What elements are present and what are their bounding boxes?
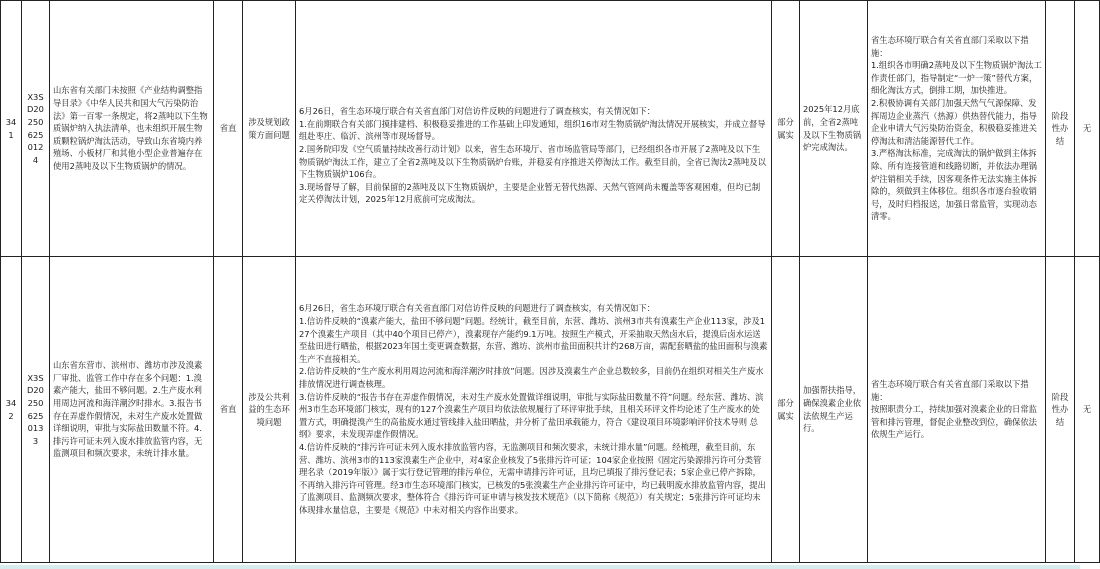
case-id-cell[interactable]: X3SD20250625013 3: [22, 257, 50, 563]
table-row: [1, 1, 1100, 257]
complaint-content-cell[interactable]: 山东省东营市、滨州市、潍坊市涉及溴素厂审批、监管工作中存在多个问题：1.溴素产能大，盐田不够问题。2.生产废水利用周边河流和海洋潮汐时排水。3.报告书存在弄虚作假情况，未对生产废水处置做详细说明，审批与实际盐田数量不符。4.排污许可证未列入废水排放监管内容，无监测项目和频次要求，未统计排水量。: [50, 257, 214, 563]
measures-line: 2.积极协调有关部门加强天然气气源保障、发挥周边企业蒸汽（热源）供热替代能力，指导企业申请大气污染防治资金，积极稳妥推进关停淘汰和清洁能源替代工作。: [871, 98, 1037, 146]
table-row: [1, 257, 1100, 563]
investigation-line: 3.现场督导了解，目前保留的2蒸吨及以下生物质锅炉，主要是企业暂无替代热源、天然气管网尚未覆盖等客观困难，但均已制定关停淘汰计划，2025年12月底前可完成淘汰。: [299, 181, 761, 205]
investigation-line: 2.信访件反映的“生产废水利用周边河流和海洋潮汐时排放”问题。因涉及溴素生产企业总数较多，目前仍在组织对相关生产废水排放情况进行调查核理。: [299, 366, 764, 390]
issue-type-cell[interactable]: 涉及规划政策方面问题: [243, 1, 296, 257]
complaint-content-cell[interactable]: 山东省有关部门未按照《产业结构调整指导目录》《中华人民共和国大气污染防治法》第一百零一条规定，将2蒸吨以下生物质锅炉纳入执法清单，也未组织开展生物质颗粒锅炉淘汰活动，导致山东省境内养殖场、小板材厂和其他小型企业普遍存在使用2蒸吨及以下生物质锅炉的情况。: [50, 1, 214, 257]
region-cell[interactable]: 省直: [214, 257, 243, 563]
verification-status-cell[interactable]: 部分属实: [772, 1, 800, 257]
verification-status-cell[interactable]: 部分属实: [772, 257, 800, 563]
deadline-cell[interactable]: 2025年12月底前，全省2蒸吨及以下生物质锅炉完成淘汰。: [800, 1, 868, 257]
investigation-line: 4.信访件反映的“排污许可证未列入废水排放监管内容，无监测项目和频次要求，未统计排水量”问题。经梳理，截至目前，东营、潍坊、滨州3市的113家溴素生产企业中，对4家企业核发了5张排污许可证；104家企业按照《固定污染源排污许可分类管理名录（2019年版）》属于实行登记管理的排污单位，无需申请排污许可证，且均已填报了排污登记表；5家企业已停产拆除，不再纳入排污许可管理。经3市生态环境部门核实，已核发的5张溴素生产企业排污许可证中，均已载明废水排放监管内容，提出了监测项目、监测频次要求，整体符合《排污许可证申请与核发技术规范》（以下简称《规范》）有关规定；5张排污许可证均未体现排水量信息，主要是《规范》中未对相关内容作出要求。: [299, 441, 766, 515]
seq-cell[interactable]: 341: [1, 1, 22, 257]
note-cell[interactable]: 无: [1075, 1, 1100, 257]
seq-cell[interactable]: 342: [1, 257, 22, 563]
measures-line: 按照职责分工，持续加强对溴素企业的日常监管和排污管理，督促企业整改到位，确保依法依规生产运行。: [871, 404, 1037, 440]
measures-cell[interactable]: [868, 257, 1046, 563]
investigation-line: 6月26日，省生态环境厅联合有关省直部门对信访件反映的问题进行了调查核实，有关情况如下：: [299, 303, 656, 314]
investigation-line: 6月26日，省生态环境厅联合有关省直部门对信访件反映的问题进行了调查核实，有关情况如下：: [299, 106, 656, 117]
measures-cell[interactable]: [868, 1, 1046, 257]
measures-line: 1.组织各市明确2蒸吨及以下生物质锅炉淘汰工作责任部门，指导制定“一炉一策”替代方案，细化淘汰方式，倒排工期，加快推进。: [871, 60, 1042, 96]
investigation-cell[interactable]: [296, 1, 772, 257]
measures-line: 省生态环境厅联合有关省直部门采取以下措施：: [871, 379, 1029, 402]
measures-line: 3.严格淘汰标准，完成淘汰的锅炉做到主体拆除、所有连接管道和线路切断，并依法办理锅炉注销相关手续，因客观条件无法实施主体拆除的，须做到主体移位。组织各市逐台验收销号，及时归档报送，加强日常监管，实现动态清零。: [871, 148, 1037, 222]
issue-type-cell[interactable]: 涉及公共利益的生态环境问题: [243, 257, 296, 563]
deadline-cell[interactable]: 加强帮扶指导，确保溴素企业依法依规生产运行。: [800, 257, 868, 563]
investigation-line: 2.国务院印发《空气质量持续改善行动计划》以来，省生态环境厅、省市场监管局等部门，已经组织各市开展了2蒸吨及以下生物质锅炉淘汰工作，建立了全省2蒸吨及以下生物质锅炉台账，并稳妥有序推进关停淘汰工作。截至目前，全省已淘汰2蒸吨及以下生物质锅炉106台。: [299, 143, 766, 180]
region-cell[interactable]: 省直: [214, 1, 243, 257]
investigation-line: 3.信访件反映的“报告书存在弄虚作假情况，未对生产废水处置做详细说明，审批与实际盐田数量不符”问题。经东营、潍坊、滨州3市生态环境部门核实，现有的127个溴素生产项目均依法依规履行了环评审批手续，且相关环评文件均论述了生产废水的处置方式，明确提溴产生的高盐废水通过管线排入盐田晒盐，并分析了盐田承载能力，符合《建设项目环境影响评价技术导则 总纲》要求，未发现弄虚作假情况。: [299, 391, 764, 440]
investigation-line: 1.在前期联合有关部门摸排建档、积极稳妥推进的工作基础上印发通知，组织16市对生物质锅炉淘汰情况开展核实，并成立督导组赴枣庄、临沂、滨州等市现场督导。: [299, 118, 766, 142]
note-cell[interactable]: 无: [1075, 257, 1100, 563]
progress-cell[interactable]: 阶段性办结: [1046, 1, 1075, 257]
horizontal-scrollbar[interactable]: [0, 565, 1080, 569]
investigation-line: 1.信访件反映的“溴素产能大，盐田不够问题”问题。经统计，截至目前，东营、潍坊、滨州3市共有溴素生产企业113家，涉及127个溴素生产项目（其中40个项目已停产），溴素现存产能约9.1万吨。按照生产模式，开采抽取天然卤水后，提溴后卤水运送至盐田进行晒盐，根据2023年国土变更调查数据，东营、潍坊、滨州市盐田面积共计约268万亩，需配套晒盐的盐田面积与溴素生产不直接相关。: [299, 316, 768, 364]
progress-cell[interactable]: 阶段性办结: [1046, 257, 1075, 563]
measures-line: 省生态环境厅联合有关省直部门采取以下措施：: [871, 35, 1029, 58]
case-id-cell[interactable]: X3SD20250625012 4: [22, 1, 50, 257]
investigation-cell[interactable]: [296, 257, 772, 563]
